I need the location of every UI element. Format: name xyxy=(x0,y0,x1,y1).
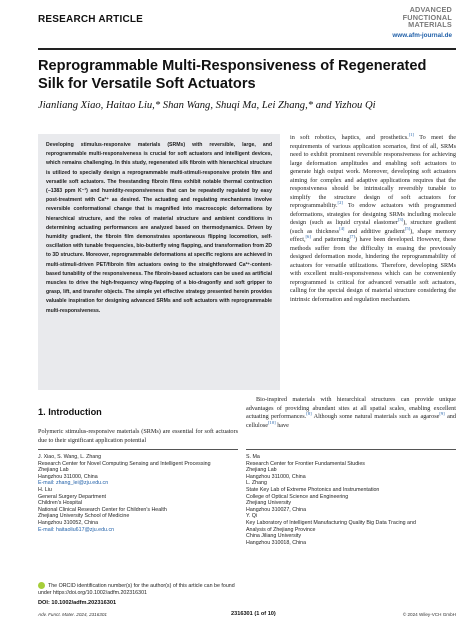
citation-link[interactable]: [5] xyxy=(404,225,411,231)
affiliation-line: L. Zhang xyxy=(246,480,267,487)
affiliation-line: Zhejiang University School of Medicine xyxy=(38,513,130,520)
citation-link[interactable]: [8] xyxy=(306,410,312,416)
logo-line-1: ADVANCED xyxy=(409,5,452,14)
introduction-text: Polymeric stimulus-responsive materials (SRMs) are essential for soft actuators due to their significant application potential xyxy=(38,428,238,444)
affiliation-line: China Jiliang University xyxy=(246,533,302,540)
orcid-note xyxy=(38,582,238,596)
citation-link[interactable]: [4] xyxy=(339,225,345,231)
affiliation-line: Y. Qi xyxy=(246,513,258,520)
text-span: and additive gradient xyxy=(344,227,405,235)
introduction-heading: 1. Introduction xyxy=(38,407,102,417)
citation-link[interactable]: [3] xyxy=(397,217,404,223)
journal-logo xyxy=(356,6,452,39)
footnote-divider-left xyxy=(38,449,238,450)
affiliations-right xyxy=(246,454,456,546)
header-rule xyxy=(38,48,456,50)
text-span: ), shape memory effect, xyxy=(290,227,456,244)
affiliation-line: H. Liu xyxy=(38,486,52,493)
footer-journal: Adv. Funct. Mater. 2024, 2316301 xyxy=(38,612,107,617)
right-paragraph-2 xyxy=(246,396,456,430)
logo-line-2: FUNCTIONAL xyxy=(402,12,452,22)
affiliation-line: State Key Lab of Extreme Photonics and Instrumentation xyxy=(246,486,380,493)
right-paragraph-1 xyxy=(290,131,457,304)
footer-copyright: © 2024 Wiley-VCH GmbH xyxy=(402,612,456,617)
affiliation-line: J. Xiao, S. Wang, L. Zhang xyxy=(38,454,102,460)
footnote-divider-right xyxy=(246,449,456,450)
footer-page-number: 2316301 (1 of 10) xyxy=(231,611,276,617)
citation-link[interactable]: [1] xyxy=(408,131,415,137)
affiliation-line: Children's Hospital xyxy=(38,500,82,507)
affiliation-line: General Surgery Department xyxy=(38,493,107,500)
citation-link[interactable]: [7] xyxy=(349,234,356,240)
right-paragraph-2-block xyxy=(246,396,456,430)
citation-link[interactable]: [9] xyxy=(439,410,445,416)
affiliation-line: Zhejiang Lab xyxy=(38,467,69,474)
affiliation-line: Research Center for Frontier Fundamental Studies xyxy=(246,460,365,467)
text-span: ) have been developed. However, these methods suffer from the difficulty in erasing the previously designed deformation mode, hindering the reprogrammability of actuators for versatile utilizations. Therefore, developing SRMs with excellent multi-responsiveness which can be conveniently reprogrammed is critical for advanced versatile soft actuators, calling for the special design of material structure considering the intrinsic deformation and regulation mechanism. xyxy=(290,236,456,303)
text-span: and patterning xyxy=(310,236,350,244)
text-span: To endow actuators with programmed deformations, strategies for designing SRMs including molecule design (such as liquid crystal elastomer xyxy=(290,202,456,227)
orcid-text[interactable]: The ORCID identification number(s) for the author(s) of this article can be found under https://doi.org/10.1002/adfm.202316301 xyxy=(38,582,235,596)
affiliation-line: Research Center for Novel Computing Sensing and Intelligent Processing xyxy=(38,460,211,467)
text-span: To meet the requirements of various application scenarios, first of all, SRMs need to exhibit prominent reversible responsiveness for achieving large deformation amplitudes and enabling soft actuators to generate high output work. Moreover, developing soft actuators aiming for complex and adaptive applications requires that the responsiveness should be intrinsically reversibly tunable to simplify the structure design of soft actuators for reprogrammability. xyxy=(290,134,457,210)
affiliation-line: Hangzhou 311000, China xyxy=(38,473,98,480)
affiliations-left xyxy=(38,454,238,533)
text-span: Bio-inspired materials with hierarchical structures can provide unique advantages of providing abundant sites at all spatial scales, enabling excellent actuating performances. xyxy=(246,396,456,421)
email-link[interactable]: E-mail: zhang_lei@zju.edu.cn xyxy=(38,480,109,487)
affiliation-line: S. Ma xyxy=(246,454,260,460)
text-span: and cellulose xyxy=(246,413,456,429)
text-span: have xyxy=(275,421,289,429)
affiliation-line: Zhejiang University xyxy=(246,500,292,507)
text-span: in soft robotics, haptics, and prosthetics. xyxy=(290,134,409,141)
logo-line-3: MATERIALS xyxy=(408,20,452,29)
affiliation-line: Hangzhou 311000, China xyxy=(246,473,306,480)
text-span: ), structure gradient (such as thickness xyxy=(290,219,456,235)
abstract-text: Developing stimulus-responsive materials (SRMs) with reversible, large, and reprogrammable multi-responsiveness is crucial for soft actuators and intelligent devices, which remains challenging. In this study, regenerated silk fibroin with hierarchical structure is utilized to specially design a reprogrammable multi-stimuli-responsive protein film and versatile soft actuators. The freestanding fibroin films exhibit notable thermal contraction (−1383 ppm K⁻¹) and humidity-responsiveness that can be repeatedly regulated by easy post-treatment with Ca²⁺ as desired. The actuating and regulating mechanisms involve reversible conformational change that is magnified into macroscopic deformations by hierarchical structure, and the roles of material structure and ambient conditions in determining actuating performances are analyzed based on thermodynamics. Driven by humidity gradient, the fibroin film demonstrates spontaneous flipping locomotion, self-oscillation with tunable frequencies, bio-butterfly wing flapping, and transformation from 2D to 3D structure. Moreover, reprogrammable deformations at specific regions are achieved in multi-stimuli-driven PET/fibroin film actuators owing to the straightforward Ca²⁺-content-based tunability of the responsiveness. The fibroin-based actuators can be used as artificial muscles to drive the high-frequency wing-flapping of a bio-dragonfly and soft gripper to grasp, lift, and transfer objects. The simple yet effective strategy presented herein provides valuable inspiration for designing advanced SRMs and soft actuators with reprogrammable multi-responsiveness. xyxy=(46,142,272,314)
author-list: Jianliang Xiao, Haitao Liu,* Shan Wang, Shuqi Ma, Lei Zhang,* and Yizhou Qi xyxy=(38,100,376,111)
abstract-box xyxy=(38,134,280,390)
article-title: Reprogrammable Multi-Responsiveness of Regenerated Silk for Versatile Soft Actuators xyxy=(38,58,427,92)
journal-url-link[interactable]: www.afm-journal.de xyxy=(392,31,452,39)
affiliation-line: College of Optical Science and Engineering xyxy=(246,493,349,500)
section-label: RESEARCH ARTICLE xyxy=(38,14,144,25)
affiliation-line: Hangzhou 310018, China xyxy=(246,539,307,546)
doi-label[interactable]: DOI: 10.1002/adfm.202316301 xyxy=(38,600,117,606)
text-span: Although some natural materials such as agarose xyxy=(311,413,440,421)
right-column-text xyxy=(290,131,457,304)
affiliation-line: Key Laboratory of Intelligent Manufacturing Quality Big Data Tracing and xyxy=(246,519,416,526)
affiliation-line: Hangzhou 310027, China xyxy=(246,506,307,513)
affiliation-line: National Clinical Research Center for Children's Health xyxy=(38,506,167,513)
citation-link[interactable]: [6] xyxy=(305,234,311,240)
orcid-icon xyxy=(38,582,45,589)
affiliation-line: Zhejiang Lab xyxy=(246,467,277,474)
affiliation-line: Hangzhou 310052, China xyxy=(38,519,99,526)
citation-link[interactable]: [2] xyxy=(337,200,343,206)
affiliation-line: Analysis of Zhejiang Province xyxy=(246,526,316,533)
citation-link[interactable]: [10] xyxy=(268,419,276,425)
email-link[interactable]: E-mail: haitaoliu617@zju.edu.cn xyxy=(38,526,115,533)
